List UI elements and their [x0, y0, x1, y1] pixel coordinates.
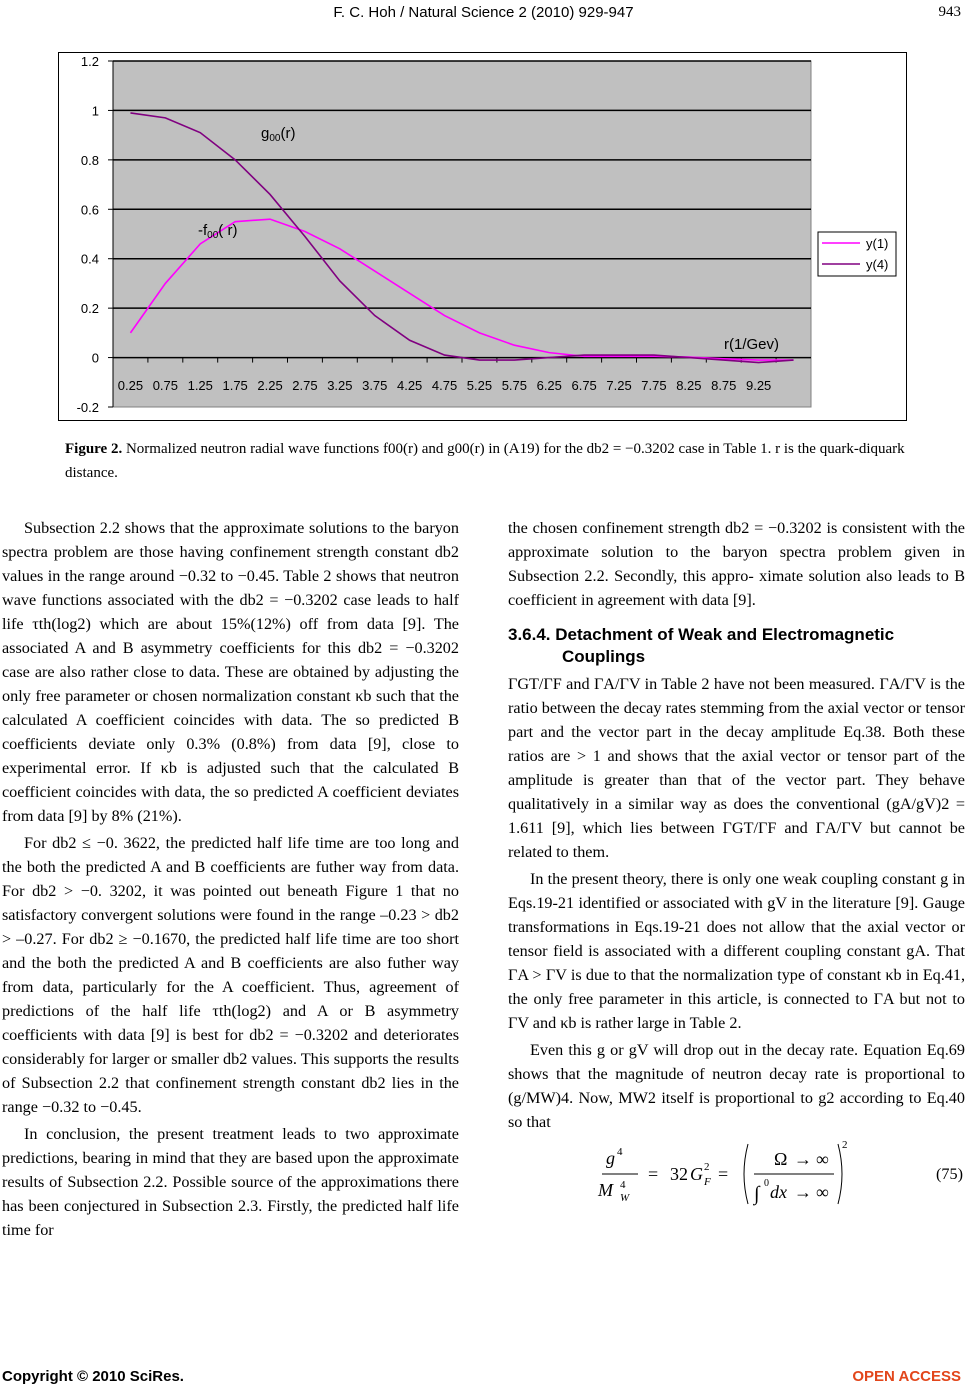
y-tick-label: 0.6: [80, 202, 99, 218]
x-tick-label: 2.75: [292, 378, 318, 393]
x-tick-label: 0.75: [152, 378, 179, 393]
x-tick-label: 7.75: [641, 378, 667, 393]
svg-text:2: 2: [704, 1161, 710, 1173]
x-tick-label: 8.75: [711, 378, 737, 393]
svg-text:→: →: [794, 1182, 812, 1202]
svg-text:∫: ∫: [754, 1183, 760, 1205]
x-tick-label: 2.25: [257, 378, 283, 393]
y-tick-label: 1.2: [80, 54, 99, 69]
legend-label-y1: y(1): [866, 236, 889, 251]
x-tick-label: 0.25: [117, 378, 144, 393]
x-tick-label: 4.75: [431, 378, 458, 393]
left-paragraph-2: For db2 ≤ −0. 3622, the predicted half life time are too long and the both the predicted A and B coefficients are futher way from data. For db2 > −0. 3202, it was pointed out beneath Figure 1 that no satisfactory convergent solutions were found in the range –0.23 > db2 > –0.27. For db2 ≥ −0.1670, the predicted half life time are too short and the both the predicted A and B coefficients are also futher way from data, particularly for the A coefficient. Thus, agreement of predictions of the half life τth(log2) and A or B asymmetry coefficients with data [9] is best for db2 = −0.3202 and deteriorates considerably for larger or smaller db2 values. This supports the results of Subsection 2.2 that confinement strength constant db2 lies in the range −0.32 to −0.45.: [2, 834, 459, 1116]
section-number: 3.6.4.: [508, 625, 551, 644]
svg-text:dx: dx: [770, 1182, 787, 1202]
svg-text:4: 4: [620, 1179, 626, 1191]
x-tick-label: 3.25: [327, 378, 353, 393]
x-tick-label: 1.25: [187, 378, 213, 393]
y-tick-label: 0: [91, 350, 99, 366]
y-tick-label: 0.4: [80, 251, 99, 267]
svg-text:∞: ∞: [816, 1149, 829, 1169]
svg-text:∞: ∞: [816, 1182, 829, 1202]
x-tick-label: 5.25: [466, 378, 493, 393]
page-number: 943: [938, 4, 961, 20]
y-tick-label: 1: [91, 103, 99, 119]
running-title: F. C. Hoh / Natural Science 2 (2010) 929-947: [333, 4, 634, 21]
right-paragraph-3: Even this g or gV will drop out in the decay rate. Equation Eq.69 shows that the magnitude of neutron decay rate is proportional to (g/MW)4. Now, MW2 itself is proportional to g2 according to Eq.40 so that: [508, 1041, 965, 1131]
x-tick-label: 8.25: [676, 378, 702, 393]
y-tick-label: -0.2: [76, 400, 99, 415]
f00-annotation: $-f_{00}$( r): [198, 222, 238, 241]
equation-graphic: [594, 1138, 954, 1210]
caption-label: Figure 2.: [65, 441, 123, 457]
figure-caption: [65, 437, 925, 485]
x-tick-label: 1.75: [222, 378, 248, 393]
x-tick-label: 7.25: [606, 378, 632, 393]
section-title-line-2: Couplings: [562, 647, 646, 666]
running-header: [0, 2, 967, 24]
svg-text:W: W: [620, 1192, 630, 1204]
right-paragraph-0: the chosen confinement strength db2 = −0.3202 is consistent with the approximate solution to the baryon spectra problem given in Subsection 2.2. Secondly, this appro- ximate solution also leads to B coefficient in agreement with data [9].: [508, 519, 965, 609]
svg-text:=: =: [718, 1164, 729, 1184]
y-tick-label: 0.2: [80, 301, 99, 317]
svg-text:4: 4: [617, 1146, 623, 1158]
g00-annotation: $g_{00}(r)$: [261, 125, 296, 144]
right-paragraph-2: In the present theory, there is only one weak coupling constant g in Eqs.19-21 identified or associated with gV in the literature [9]. Gauge transformations in Eqs.19-21 does not allow that the axial vector or tensor field is associated with a different coupling constant gA. That ΓA > ΓV is due to that the normalization type of constant κb in Eq.41, the only free parameter in this article, is connected to ΓA but not to ΓV and κb is rather large in Table 2.: [508, 870, 965, 1032]
svg-text:0: 0: [764, 1178, 769, 1189]
svg-text:g: g: [606, 1148, 615, 1168]
svg-text:Ω: Ω: [774, 1149, 788, 1169]
y-tick-label: 0.8: [80, 152, 99, 168]
x-tick-label: 6.25: [536, 378, 562, 393]
x-tick-label: 4.25: [396, 378, 423, 393]
right-paragraph-1: ΓGT/ΓF and ΓA/ΓV in Table 2 have not been measured. ΓA/ΓV is the ratio between the decay rates stemming from the axial vector or tensor part and the vector part in the decay amplitude Eq.38. Both these ratios are > 1 and shows that the axial vector or tensor part of the amplitude is greater than that of the vector part. They behave qualitatively in a similar way as does the conventional (gA/gV)2 = 1.611 [9], which lies between ΓGT/ΓF and ΓA/ΓV but cannot be related to them.: [508, 675, 965, 861]
svg-text:=: =: [648, 1164, 659, 1184]
copyright-footer: Copyright © 2010 SciRes.: [2, 1368, 184, 1385]
svg-text:G: G: [690, 1164, 703, 1184]
svg-text:32: 32: [670, 1164, 688, 1184]
left-paragraph-1: Subsection 2.2 shows that the approximate solutions to the baryon spectra problem are those having confinement strength constant db2 values in the range around −0.32 to −0.45. Table 2 shows that neutron wave functions associated with the db2 = −0.3202 case leads to half life τth(log2) which are about 15%(12%) off from data [9]. The associated A and B asymmetry coefficients for this db2 = −0.3202 case are also rather close to data. These are obtained by adjusting the only free parameter or chosen normalization constant κb such that the calculated A coefficient coincides with data. The so predicted B coefficients deviate only 0.3% (0.8%) from data [9], close to experimental error. If κb is adjusted such that the calculated B coefficient coincides with data, the so predicted A coefficient deviates from data [9] by 8% (21%).: [2, 519, 459, 825]
legend-label-y4: y(4): [866, 257, 889, 272]
figure-2-chart: [58, 52, 908, 422]
x-tick-label: 6.75: [571, 378, 597, 393]
left-paragraph-3: In conclusion, the present treatment leads to two approximate predictions, bearing in mind that they are based upon the approximate results of Subsection 2.2. Possible source of the approximations there has been conjectured in Subsection 2.3. Firstly, the predicted half life time for: [2, 1125, 459, 1239]
x-tick-label: 5.75: [501, 378, 528, 393]
equation-number: (75): [936, 1165, 963, 1183]
left-column: [2, 516, 459, 1242]
svg-text:F: F: [704, 1176, 711, 1188]
caption-text: Normalized neutron radial wave functions f00(r) and g00(r) in (A19) for the db2 = −0.3202 case in Table 1. r is the quark-diquark distance.: [65, 441, 905, 481]
section-heading: [508, 624, 965, 668]
svg-text:2: 2: [842, 1139, 848, 1151]
legend: [818, 232, 896, 276]
open-access-footer: OPEN ACCESS: [852, 1368, 961, 1385]
right-column: [508, 516, 965, 1210]
x-tick-label: 3.75: [362, 378, 388, 393]
equation-75: [508, 1138, 965, 1210]
svg-text:M: M: [598, 1180, 613, 1200]
x-tick-label: 9.25: [745, 378, 772, 393]
svg-text:→: →: [794, 1149, 812, 1169]
section-title-line-1: Detachment of Weak and Electromagnetic: [555, 625, 895, 644]
x-axis-label: r(1/Gev): [724, 336, 780, 353]
